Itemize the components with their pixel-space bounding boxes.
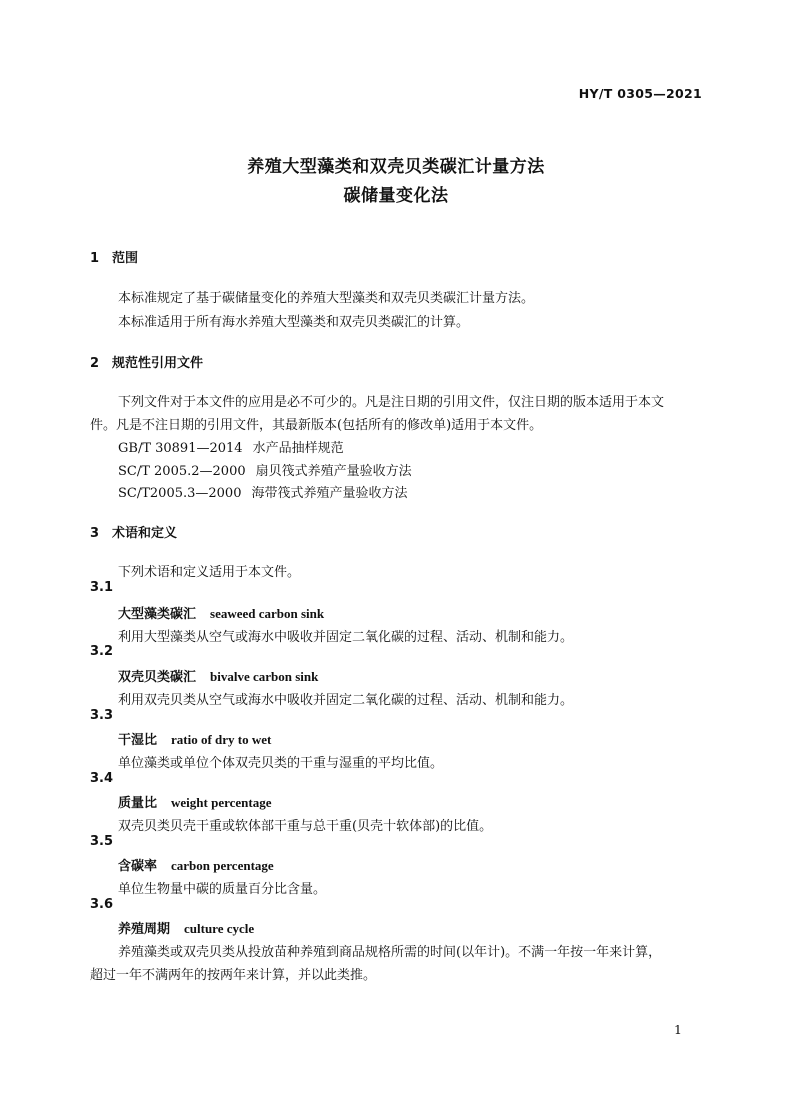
section-1-heading xyxy=(90,247,138,266)
term-definition: 利用大型藻类从空气或海水中吸收并固定二氧化碳的过程、活动、机制和能力。 xyxy=(118,630,574,645)
section-2-heading xyxy=(90,352,203,371)
term-english: culture cycle xyxy=(184,921,255,936)
section-number: 2 xyxy=(90,356,100,371)
term-english: weight percentage xyxy=(171,795,272,810)
term-definition: 双壳贝类贝壳干重或软体部干重与总干重(贝壳十软体部)的比值。 xyxy=(118,819,493,834)
term-definition: 养殖藻类或双壳贝类从投放苗种养殖到商品规格所需的时间(以年计)。不满一年按一年来计算， xyxy=(118,945,662,960)
term-heading xyxy=(118,603,324,622)
term-chinese: 双壳贝类碳汇 xyxy=(118,670,197,685)
section-1-paragraph-1: 本标准规定了基于碳储量变化的养殖大型藻类和双壳贝类碳汇计量方法。 xyxy=(118,291,535,306)
term-definition: 利用双壳贝类从空气或海水中吸收并固定二氧化碳的过程、活动、机制和能力。 xyxy=(118,693,574,708)
clause-number: 3.5 xyxy=(90,834,114,849)
section-number: 3 xyxy=(90,526,100,541)
term-chinese: 含碳率 xyxy=(118,859,158,874)
term-english: seaweed carbon sink xyxy=(210,606,325,621)
reference-item xyxy=(118,460,412,479)
term-english: bivalve carbon sink xyxy=(210,669,319,684)
term-definition: 单位藻类或单位个体双壳贝类的干重与湿重的平均比值。 xyxy=(118,756,444,771)
term-chinese: 干湿比 xyxy=(118,733,158,748)
term-chinese: 大型藻类碳汇 xyxy=(118,607,197,622)
term-heading xyxy=(118,666,318,685)
term-definition-continued: 超过一年不满两年的按两年来计算，并以此类推。 xyxy=(90,968,377,983)
section-3-heading xyxy=(90,522,177,541)
term-definition: 单位生物量中碳的质量百分比含量。 xyxy=(118,882,327,897)
term-chinese: 养殖周期 xyxy=(118,922,171,937)
section-title: 范围 xyxy=(112,251,139,266)
page-number: 1 xyxy=(674,1022,682,1037)
reference-title: 水产品抽样规范 xyxy=(252,441,344,456)
clause-number: 3.3 xyxy=(90,708,114,723)
document-title-line2: 碳储量变化法 xyxy=(343,186,449,206)
section-number: 1 xyxy=(90,251,100,266)
term-chinese: 质量比 xyxy=(118,796,158,811)
reference-item xyxy=(118,482,408,501)
clause-number: 3.6 xyxy=(90,897,114,912)
section-3-intro: 下列术语和定义适用于本文件。 xyxy=(118,565,301,580)
standard-code: HY/T 0305—2021 xyxy=(578,86,702,101)
term-heading xyxy=(118,792,272,811)
document-title-line1: 养殖大型藻类和双壳贝类碳汇计量方法 xyxy=(247,157,545,177)
term-heading xyxy=(118,918,254,937)
section-title: 规范性引用文件 xyxy=(112,356,204,371)
term-english: carbon percentage xyxy=(171,858,274,873)
clause-number: 3.4 xyxy=(90,771,114,786)
reference-title: 扇贝筏式养殖产量验收方法 xyxy=(255,464,412,479)
section-2-paragraph-line1: 下列文件对于本文件的应用是必不可少的。凡是注日期的引用文件，仅注日期的版本适用于本文 xyxy=(118,395,665,410)
section-1-paragraph-2: 本标准适用于所有海水养殖大型藻类和双壳贝类碳汇的计算。 xyxy=(118,315,470,330)
section-title: 术语和定义 xyxy=(112,526,178,541)
reference-code: SC/T2005.3—2000 xyxy=(118,486,242,501)
reference-title: 海带筏式养殖产量验收方法 xyxy=(251,486,408,501)
term-heading xyxy=(118,729,271,748)
term-heading xyxy=(118,855,274,874)
reference-code: GB/T 30891—2014 xyxy=(118,441,243,456)
reference-item xyxy=(118,437,344,456)
clause-number: 3.2 xyxy=(90,644,114,659)
clause-number: 3.1 xyxy=(90,580,114,595)
section-2-paragraph-line2: 件。凡是不注日期的引用文件，其最新版本(包括所有的修改单)适用于本文件。 xyxy=(90,418,543,433)
reference-code: SC/T 2005.2—2000 xyxy=(118,464,246,479)
term-english: ratio of dry to wet xyxy=(171,732,272,747)
